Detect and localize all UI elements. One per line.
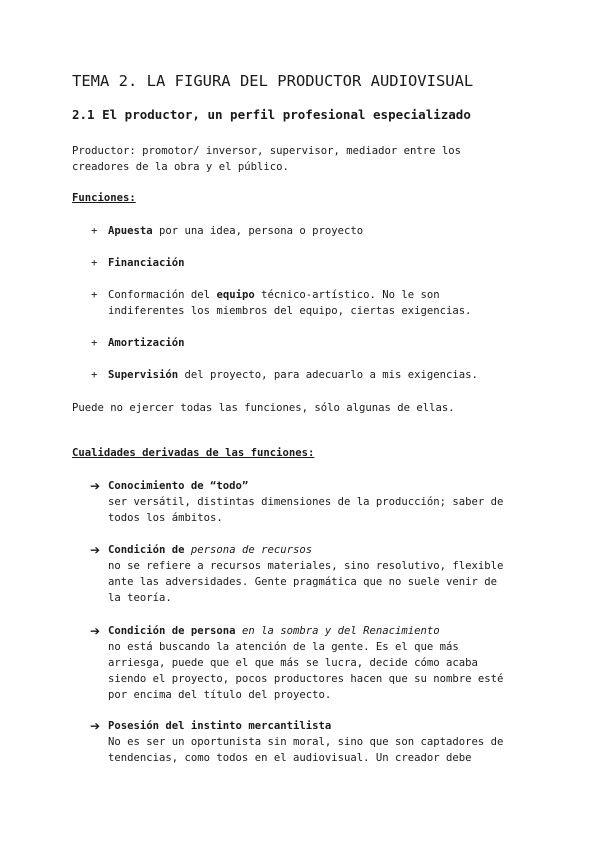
intro-paragraph <box>72 143 461 175</box>
funcion-item-apuesta: Apuesta por una idea, persona o proyecto <box>108 225 364 237</box>
cualidad-item-conocimiento: Conocimiento de “todo” ser versátil, distintas dimensiones de la producción; saber de todos los ámbitos. <box>108 480 504 524</box>
bullet-marker: + <box>91 369 98 381</box>
cualidad-item-recursos: Condición de persona de recursos no se refiere a recursos materiales, sino resolutivo, flexible ante las adversidades. Gente pragmática que no suele venir de la teoría. <box>108 544 504 604</box>
arrow-icon: ➔ <box>90 479 101 493</box>
section-subtitle: 2.1 El productor, un perfil profesional especializado <box>72 107 471 122</box>
funcion-item-equipo: Conformación del equipo técnico-artístico. No le son indiferentes los miembros del equipo, ciertas exigencias. <box>108 289 472 317</box>
funciones-heading: Funciones: <box>72 192 136 204</box>
page-title: TEMA 2. LA FIGURA DEL PRODUCTOR AUDIOVISUAL <box>72 72 474 90</box>
arrow-icon: ➔ <box>90 543 101 557</box>
funcion-item-supervision: Supervisión del proyecto, para adecuarlo a mis exigencias. <box>108 369 478 381</box>
intro-line-1: Productor: promotor/ inversor, supervisor, mediador entre los <box>72 145 462 157</box>
funcion-item-financiacion: Financiación <box>108 257 185 269</box>
cualidades-heading: Cualidades derivadas de las funciones: <box>72 447 315 459</box>
bullet-marker: + <box>91 289 98 301</box>
funcion-item-amortizacion: Amortización <box>108 337 185 349</box>
arrow-icon: ➔ <box>90 719 101 733</box>
arrow-icon: ➔ <box>90 624 101 638</box>
bullet-marker: + <box>91 337 98 349</box>
bullet-marker: + <box>91 225 98 237</box>
cualidad-item-mercantilista: Posesión del instinto mercantilista No es ser un oportunista sin moral, sino que son captadores de tendencias, como todos en el audiovisual. Un creador debe <box>108 720 504 764</box>
bullet-marker: + <box>91 257 98 269</box>
funciones-note: Puede no ejercer todas las funciones, sólo algunas de ellas. <box>72 402 455 414</box>
cualidad-item-sombra: Condición de persona en la sombra y del Renacimiento no está buscando la atención de la gente. Es el que más arriesga, puede que el que más se lucra, decide cómo acaba siendo el proyecto, pocos productores hacen que su nombre esté por encima del título del proyecto. <box>108 625 504 701</box>
intro-line-2: creadores de la obra y el público. <box>72 161 289 173</box>
